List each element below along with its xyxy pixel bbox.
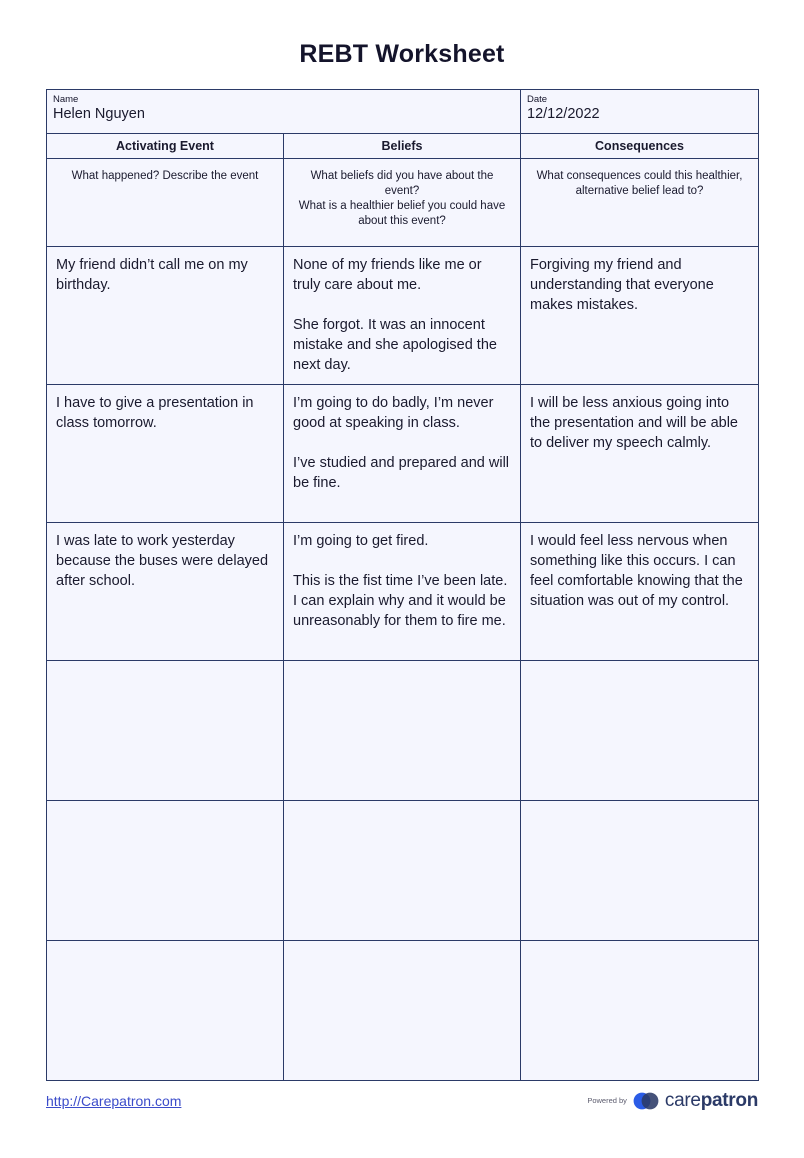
entry-text: This is the fist time I’ve been late. I can explain why and it would be unreasonably for them to fire me. — [293, 573, 508, 629]
entry-activating-event[interactable] — [47, 661, 284, 801]
entry-consequences[interactable] — [521, 247, 759, 385]
brand-name-light: care — [664, 1090, 701, 1111]
column-header-activating-event: Activating Event — [47, 134, 284, 159]
entry-activating-event[interactable] — [47, 385, 284, 523]
carepatron-logo-icon — [633, 1091, 659, 1111]
entry-consequences[interactable] — [521, 661, 759, 801]
entry-text: I was late to work yesterday because the buses were delayed after school. — [56, 533, 269, 589]
entry-text: Forgiving my friend and understanding that everyone makes mistakes. — [530, 257, 714, 313]
entry-consequences[interactable] — [521, 801, 759, 941]
brand-lockup — [587, 1090, 758, 1112]
column-header-beliefs: Beliefs — [284, 134, 521, 159]
entry-beliefs[interactable] — [284, 661, 521, 801]
entry-text: None of my friends like me or truly care about me. — [293, 257, 482, 293]
entry-activating-event[interactable] — [47, 523, 284, 661]
entry-text: I’m going to do badly, I’m never good at speaking in class. — [293, 395, 494, 431]
entry-row — [47, 661, 759, 801]
entry-consequences[interactable] — [521, 523, 759, 661]
entry-text: I’ve studied and prepared and will be fine. — [293, 455, 510, 491]
identity-row — [47, 90, 759, 134]
rebt-worksheet-table — [46, 89, 759, 1081]
entry-beliefs[interactable] — [284, 523, 521, 661]
name-field[interactable] — [47, 90, 521, 134]
entry-text: I’m going to get fired. — [293, 533, 429, 549]
powered-by-label: Powered by — [587, 1095, 627, 1105]
entry-activating-event[interactable] — [47, 801, 284, 941]
entry-activating-event[interactable] — [47, 247, 284, 385]
entry-row — [47, 941, 759, 1081]
entry-row — [47, 523, 759, 661]
entry-text: She forgot. It was an innocent mistake and she apologised the next day. — [293, 317, 497, 373]
name-value: Helen Nguyen — [53, 106, 145, 122]
entry-beliefs[interactable] — [284, 385, 521, 523]
carepatron-link[interactable]: http://Carepatron.com — [46, 1093, 182, 1109]
entry-row — [47, 385, 759, 523]
entry-activating-event[interactable] — [47, 941, 284, 1081]
instruction-activating-event — [47, 159, 284, 247]
entry-beliefs[interactable] — [284, 247, 521, 385]
entry-text: My friend didn’t call me on my birthday. — [56, 257, 248, 293]
date-field[interactable] — [521, 90, 759, 134]
date-value: 12/12/2022 — [527, 106, 600, 122]
entry-text: I will be less anxious going into the presentation and will be able to deliver my speech calmly. — [530, 395, 738, 451]
instruction-beliefs — [284, 159, 521, 247]
instruction-row — [47, 159, 759, 247]
entry-row — [47, 247, 759, 385]
column-header-row — [47, 134, 759, 159]
entry-beliefs[interactable] — [284, 801, 521, 941]
entry-beliefs[interactable] — [284, 941, 521, 1081]
entry-text: I would feel less nervous when something like this occurs. I can feel comfortable knowing that the situation was out of my control. — [530, 533, 743, 609]
page-title: REBT Worksheet — [299, 40, 505, 68]
entry-consequences[interactable] — [521, 941, 759, 1081]
name-label: Name — [53, 94, 79, 105]
instruction-line: What beliefs did you have about the event? — [310, 170, 494, 197]
brand-name-bold: patron — [700, 1090, 758, 1111]
instruction-line: What consequences could this healthier, alternative belief lead to? — [536, 170, 743, 197]
instruction-line: What is a healthier belief you could have about this event? — [298, 200, 506, 227]
entry-row — [47, 801, 759, 941]
entry-consequences[interactable] — [521, 385, 759, 523]
instruction-line: What happened? Describe the event — [71, 170, 259, 182]
instruction-consequences — [521, 159, 759, 247]
entry-text: I have to give a presentation in class tomorrow. — [56, 395, 254, 431]
footer — [46, 1090, 758, 1112]
column-header-consequences: Consequences — [521, 134, 759, 159]
brand-name — [665, 1090, 758, 1112]
date-label: Date — [527, 94, 548, 105]
